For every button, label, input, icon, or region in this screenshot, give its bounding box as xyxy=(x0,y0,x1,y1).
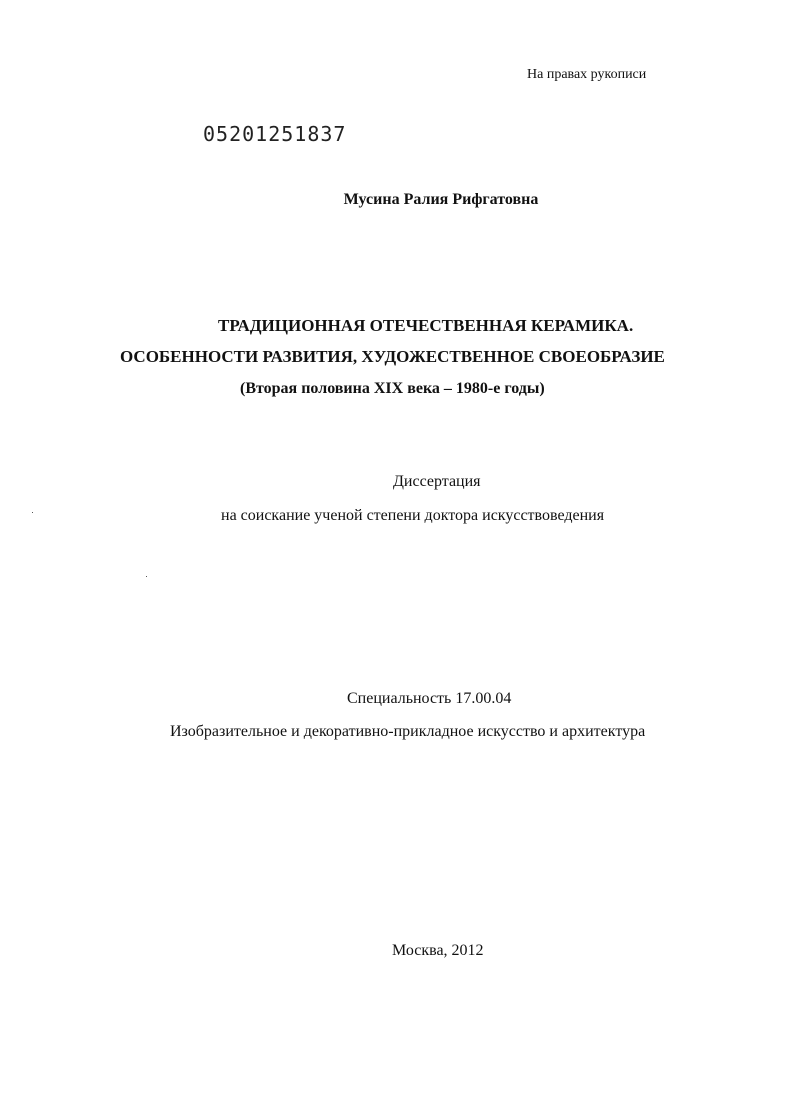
scan-speck xyxy=(146,576,147,577)
author-name: Мусина Ралия Рифгатовна xyxy=(343,191,539,208)
registration-code: 05201251837 xyxy=(203,122,347,146)
title-line-1: ТРАДИЦИОННАЯ ОТЕЧЕСТВЕННАЯ КЕРАМИКА. xyxy=(218,316,634,335)
city-year: Москва, 2012 xyxy=(392,942,484,959)
specialty-field: Изобразительное и декоративно-прикладное искусство и архитектура xyxy=(170,723,646,740)
title-line-2: ОСОБЕННОСТИ РАЗВИТИЯ, ХУДОЖЕСТВЕННОЕ СВОЕОБРАЗИЕ xyxy=(120,347,665,366)
title-subtitle: (Вторая половина XIX века – 1980-е годы) xyxy=(240,380,545,397)
scan-speck xyxy=(32,512,33,513)
work-type: Диссертация xyxy=(393,473,481,490)
specialty-code: Специальность 17.00.04 xyxy=(347,690,512,707)
degree-line: на соискание ученой степени доктора искусствоведения xyxy=(221,507,605,524)
rights-note: На правах рукописи xyxy=(527,67,647,82)
